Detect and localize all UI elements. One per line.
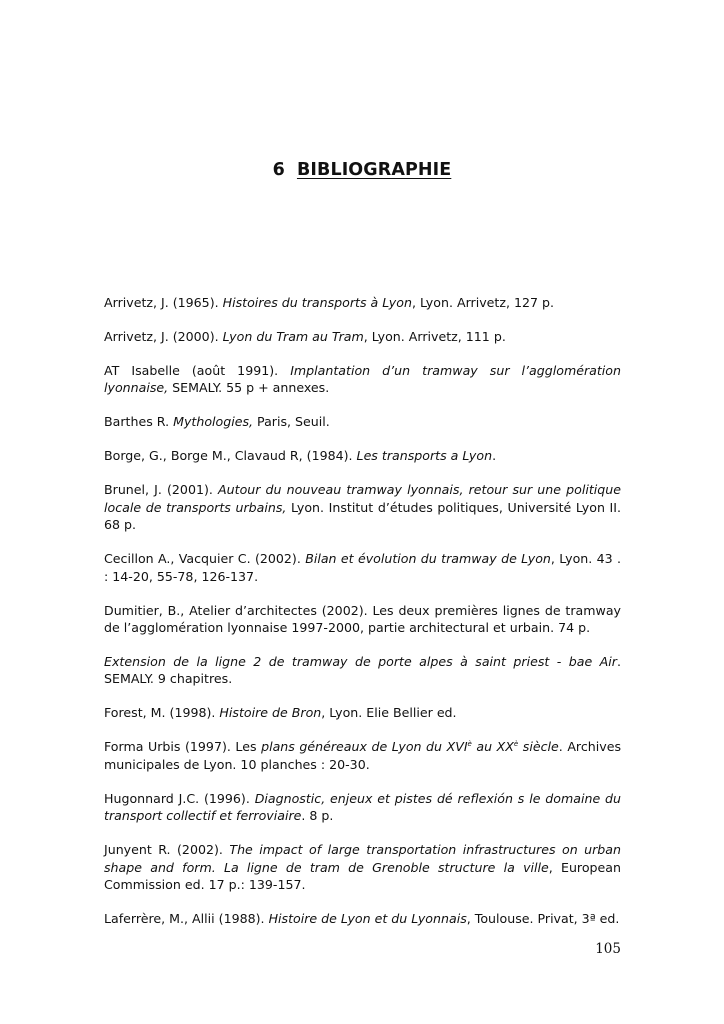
entry-italic-text: Implantation d’un tramway sur l’agglomération lyonnaise, [104, 363, 621, 396]
entry-text: Junyent R. (2002). [104, 842, 230, 858]
entry-text: Borge, G., Borge M., Clavaud R, (1984). [104, 448, 357, 464]
entry-text: , European Commission ed. 17 p.: 139-157. [104, 859, 621, 893]
entry-text: , Toulouse. Privat, 3ª ed. [466, 911, 620, 927]
entry-text: . 8 p. [301, 808, 334, 824]
entry-text: Cecillon A., Vacquier C. (2002). [104, 551, 306, 567]
bibliography-entry [104, 328, 621, 345]
entry-italic-text: Lyon du Tram au Tram [222, 329, 364, 344]
entry-text: , Lyon. Elie Bellier ed. [321, 705, 457, 721]
entry-text: SEMALY. 55 p + annexes. [168, 380, 330, 396]
bibliography-entry [104, 447, 621, 464]
entry-italic-text: siècle [518, 739, 559, 755]
bibliography-list [104, 294, 621, 944]
entry-italic-text: è [467, 740, 472, 749]
entry-text: Paris, Seuil. [253, 414, 330, 430]
entry-italic-text: Mythologies, [173, 414, 254, 430]
entry-text: Lyon. Institut d’études politiques, Université Lyon II. 68 p. [104, 499, 621, 533]
entry-text: Arrivetz, J. (2000). [104, 329, 223, 344]
entry-italic-text: Histoire de Lyon et du Lyonnais [268, 911, 467, 927]
bibliography-entry [104, 550, 621, 585]
bibliography-entry [104, 790, 621, 825]
entry-italic-text: Diagnostic, enjeux et pistes dé reflexión s le domaine du transport collectif et ferroviaire [104, 790, 621, 824]
entry-italic-text: The impact of large transportation infrastructures on urban shape and form. La ligne de tram de Grenoble structure la ville [104, 842, 621, 875]
entry-text: Dumitier, B., Atelier d’architectes (2002). Les deux premières lignes de tramway de l’agglomération lyonnaise 1997-2000, partie architectural et urbain. 74 p. [104, 602, 621, 636]
entry-italic-text: au XX [471, 739, 514, 755]
section-heading [0, 160, 724, 180]
entry-italic-text: Autour du nouveau tramway lyonnais, retour sur une politique locale de transports urbains, [104, 482, 622, 515]
bibliography-entry [104, 481, 621, 533]
bibliography-entry [104, 653, 621, 688]
entry-text: Forma Urbis (1997). Les [104, 739, 262, 755]
entry-text: Arrivetz, J. (1965). [104, 295, 223, 310]
entry-text: Laferrère, M., Allii (1988). [104, 911, 269, 927]
entry-text: , Lyon. Arrivetz, 127 p. [411, 295, 554, 310]
section-number: 6 [272, 160, 285, 180]
entry-italic-text: Histoires du transports à Lyon [222, 295, 412, 310]
entry-italic-text: Extension de la ligne 2 de tramway de porte alpes à saint priest - bae Air [104, 654, 617, 670]
bibliography-entry [104, 362, 621, 397]
entry-text: Forest, M. (1998). [104, 705, 220, 721]
entry-text: AT Isabelle (août 1991). [104, 363, 291, 378]
entry-italic-text: è [513, 740, 519, 749]
bibliography-entry [104, 910, 621, 927]
section-title: BIBLIOGRAPHIE [296, 160, 452, 180]
bibliography-entry [104, 841, 621, 893]
entry-text: Barthes R. [104, 414, 174, 430]
entry-italic-text: Histoire de Bron [219, 705, 322, 721]
entry-text: . SEMALY. 9 chapitres. [104, 654, 621, 687]
entry-text: , Lyon. Arrivetz, 111 p. [363, 329, 506, 344]
bibliography-entry [104, 704, 621, 721]
page-number: 105 [595, 941, 621, 957]
entry-italic-text: plans généreaux de Lyon du XVI [261, 739, 468, 755]
entry-text: Brunel, J. (2001). [104, 482, 219, 498]
bibliography-entry [104, 602, 621, 637]
entry-text: . Archives municipales de Lyon. 10 planches : 20-30. [104, 739, 622, 772]
entry-text: Hugonnard J.C. (1996). [104, 790, 255, 806]
entry-italic-text: Les transports a Lyon [356, 448, 493, 464]
entry-italic-text: Bilan et évolution du tramway de Lyon [305, 551, 551, 567]
bibliography-entry [104, 738, 621, 773]
entry-text: . [492, 448, 497, 464]
bibliography-entry [104, 294, 621, 311]
entry-text: , Lyon. 43 . : 14-20, 55-78, 126-137. [104, 551, 621, 584]
bibliography-entry [104, 413, 621, 430]
